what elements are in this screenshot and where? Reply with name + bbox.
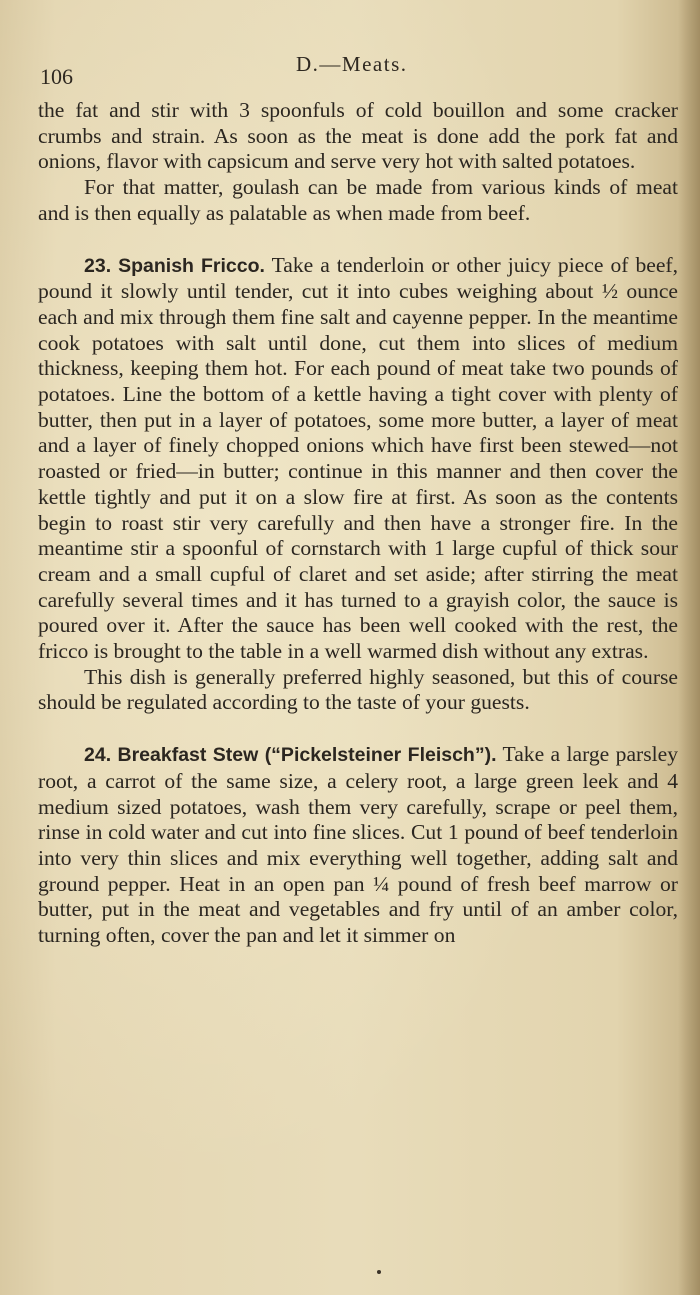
recipe-23-title: Spanish Fricco. <box>118 254 265 277</box>
page-edge-shadow <box>678 0 700 1295</box>
recipe-24-title: Breakfast Stew (“Pickelsteiner Fleisch”). <box>117 744 497 767</box>
recipe-24-number: 24. <box>84 744 112 767</box>
recipe-23-note: This dish is generally preferred highly seasoned, but this of course should be regulated according to the taste of your guests. <box>38 664 678 715</box>
print-mark <box>377 1270 381 1274</box>
page-text <box>38 98 678 949</box>
goulash-note: For that matter, goulash can be made from various kinds of meat and is then equally as palatable as when made from beef. <box>38 175 678 225</box>
recipe-24 <box>38 742 678 949</box>
recipe-23-number: 23. <box>84 254 112 277</box>
spacer <box>38 716 678 742</box>
spacer <box>38 227 678 253</box>
running-head <box>0 52 700 89</box>
recipe-23 <box>38 253 678 665</box>
page-number: 106 <box>40 64 73 89</box>
goulash-continuation: the fat and stir with 3 spoonfuls of cold bouillon and some cracker crumbs and strain. As soon as the meat is done add the pork fat and onions, flavor with capsicum and serve very hot with salted potatoes. <box>38 98 678 174</box>
recipe-24-body: Take a large parsley root, a carrot of the same size, a celery root, a large green leek and 4 medium sized potatoes, wash them very carefully, scrape or peel them, rinse in cold water and cut into fine slices. Cut 1 pound of beef tenderloin into very thin slices and mix everything well together, adding salt and ground pepper. Heat in an open pan ¼ pound of fresh beef marrow or butter, put in the meat and vegetables and fry until of an amber color, turning often, cover the pan and let it simmer on <box>38 742 679 948</box>
section-title: D.—Meats. <box>296 52 408 76</box>
recipe-23-body: Take a tenderloin or other juicy piece of beef, pound it slowly until tender, cut it into cubes weighing about ½ ounce each and mix through them fine salt and cayenne pepper. In the meantime cook potatoes with salt until done, cut them into slices of medium thickness, keeping them hot. For each pound of meat take two pounds of potatoes. Line the bottom of a kettle having a tight cover with plenty of butter, then put in a layer of potatoes, some more butter, a layer of meat and a layer of finely chopped onions which have first been stewed—not roasted or fried—in butter; continue in this manner and then cover the kettle tightly and put it on a slow fire at first. As soon as the contents begin to roast stir very carefully and then have a stronger fire. In the meantime stir a spoonful of cornstarch with 1 large cupful of thick sour cream and a small cupful of claret and set aside; after stirring the meat carefully several times and it has turned to a grayish color, the sauce is poured over it. After the sauce has been well cooked with the rest, the fricco is brought to the table in a well warmed dish without any extras. <box>38 252 679 664</box>
